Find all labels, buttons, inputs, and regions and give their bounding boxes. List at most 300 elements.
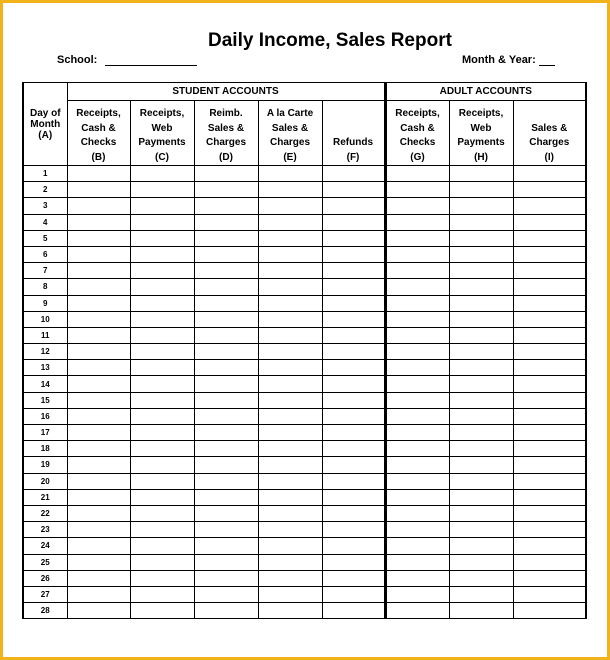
entry-cell[interactable] xyxy=(513,295,586,311)
entry-cell[interactable] xyxy=(258,295,322,311)
entry-cell[interactable] xyxy=(322,441,385,457)
entry-cell[interactable] xyxy=(385,263,449,279)
table-row xyxy=(23,570,586,586)
entry-cell[interactable] xyxy=(130,505,194,521)
entry-cell[interactable] xyxy=(449,344,513,360)
entry-cell[interactable] xyxy=(322,457,385,473)
column-header-line: (C) xyxy=(155,151,169,163)
column-header-line: (G) xyxy=(410,151,425,163)
column-header-line: (F) xyxy=(346,151,360,163)
entry-cell[interactable] xyxy=(322,376,385,392)
entry-cell[interactable] xyxy=(258,246,322,262)
entry-cell[interactable] xyxy=(258,603,322,619)
day-number: 8 xyxy=(23,279,67,295)
column-header-line: Receipts, xyxy=(139,108,185,119)
entry-cell[interactable] xyxy=(385,214,449,230)
table-row xyxy=(23,522,586,538)
entry-cell[interactable] xyxy=(385,473,449,489)
entry-cell[interactable] xyxy=(258,182,322,198)
entry-cell[interactable] xyxy=(258,554,322,570)
entry-cell[interactable] xyxy=(67,230,130,246)
entry-cell[interactable] xyxy=(130,554,194,570)
table-row xyxy=(23,311,586,327)
entry-cell[interactable] xyxy=(449,311,513,327)
entry-cell[interactable] xyxy=(130,457,194,473)
entry-cell[interactable] xyxy=(194,166,258,182)
entry-cell[interactable] xyxy=(130,344,194,360)
month-year-field xyxy=(462,54,555,66)
column-header-d xyxy=(194,101,258,166)
entry-cell[interactable] xyxy=(194,263,258,279)
entry-cell[interactable] xyxy=(67,182,130,198)
entry-cell[interactable] xyxy=(67,522,130,538)
column-header-g xyxy=(385,101,449,166)
entry-cell[interactable] xyxy=(67,392,130,408)
entry-cell[interactable] xyxy=(449,522,513,538)
entry-cell[interactable] xyxy=(322,246,385,262)
entry-cell[interactable] xyxy=(258,522,322,538)
entry-cell[interactable] xyxy=(449,166,513,182)
entry-cell[interactable] xyxy=(385,376,449,392)
entry-cell[interactable] xyxy=(67,408,130,424)
entry-cell[interactable] xyxy=(385,392,449,408)
entry-cell[interactable] xyxy=(194,473,258,489)
entry-cell[interactable] xyxy=(130,489,194,505)
table-row xyxy=(23,425,586,441)
table-row xyxy=(23,441,586,457)
entry-cell[interactable] xyxy=(385,198,449,214)
entry-cell[interactable] xyxy=(322,570,385,586)
column-header-f xyxy=(322,101,385,166)
column-header-line: A la Carte xyxy=(266,108,314,119)
day-number: 27 xyxy=(23,586,67,602)
day-number: 26 xyxy=(23,570,67,586)
entry-cell[interactable] xyxy=(130,538,194,554)
entry-cell[interactable] xyxy=(322,603,385,619)
entry-cell[interactable] xyxy=(449,603,513,619)
entry-cell[interactable] xyxy=(67,214,130,230)
entry-cell[interactable] xyxy=(385,408,449,424)
column-header-line: Receipts, xyxy=(76,108,121,119)
entry-cell[interactable] xyxy=(130,295,194,311)
entry-cell[interactable] xyxy=(385,554,449,570)
entry-cell[interactable] xyxy=(513,570,586,586)
entry-cell[interactable] xyxy=(322,311,385,327)
entry-cell[interactable] xyxy=(258,408,322,424)
entry-cell[interactable] xyxy=(67,457,130,473)
entry-cell[interactable] xyxy=(449,489,513,505)
entry-cell[interactable] xyxy=(322,489,385,505)
entry-cell[interactable] xyxy=(258,360,322,376)
entry-cell[interactable] xyxy=(513,489,586,505)
column-header-row xyxy=(23,101,586,166)
day-number: 24 xyxy=(23,538,67,554)
entry-cell[interactable] xyxy=(130,522,194,538)
entry-cell[interactable] xyxy=(513,554,586,570)
entry-cell[interactable] xyxy=(322,408,385,424)
entry-cell[interactable] xyxy=(385,586,449,602)
day-number: 21 xyxy=(23,489,67,505)
entry-cell[interactable] xyxy=(194,425,258,441)
column-header-line: (B) xyxy=(91,151,106,163)
entry-cell[interactable] xyxy=(449,457,513,473)
entry-cell[interactable] xyxy=(258,230,322,246)
entry-cell[interactable] xyxy=(449,586,513,602)
entry-cell[interactable] xyxy=(449,408,513,424)
entry-cell[interactable] xyxy=(67,263,130,279)
day-number: 15 xyxy=(23,392,67,408)
entry-cell[interactable] xyxy=(449,198,513,214)
table-row xyxy=(23,360,586,376)
table-row xyxy=(23,376,586,392)
entry-cell[interactable] xyxy=(130,166,194,182)
column-header-line: (H) xyxy=(474,151,488,163)
entry-cell[interactable] xyxy=(194,295,258,311)
entry-cell[interactable] xyxy=(258,570,322,586)
entry-cell[interactable] xyxy=(513,376,586,392)
entry-cell[interactable] xyxy=(130,376,194,392)
entry-cell[interactable] xyxy=(513,230,586,246)
entry-cell[interactable] xyxy=(449,505,513,521)
entry-cell[interactable] xyxy=(322,166,385,182)
entry-cell[interactable] xyxy=(130,327,194,343)
school-input-line[interactable] xyxy=(105,54,197,66)
entry-cell[interactable] xyxy=(385,360,449,376)
day-number: 20 xyxy=(23,473,67,489)
entry-cell[interactable] xyxy=(67,425,130,441)
table-row xyxy=(23,246,586,262)
entry-cell[interactable] xyxy=(385,295,449,311)
entry-cell[interactable] xyxy=(67,246,130,262)
day-number: 12 xyxy=(23,344,67,360)
column-header-line: Charges xyxy=(529,137,570,148)
entry-cell[interactable] xyxy=(513,311,586,327)
entry-cell[interactable] xyxy=(258,425,322,441)
entry-cell[interactable] xyxy=(130,441,194,457)
entry-cell[interactable] xyxy=(322,392,385,408)
entry-cell[interactable] xyxy=(322,360,385,376)
entry-cell[interactable] xyxy=(67,570,130,586)
table-row xyxy=(23,295,586,311)
entry-cell[interactable] xyxy=(258,392,322,408)
entry-cell[interactable] xyxy=(258,441,322,457)
entry-cell[interactable] xyxy=(513,344,586,360)
entry-cell[interactable] xyxy=(449,538,513,554)
entry-cell[interactable] xyxy=(449,295,513,311)
entry-cell[interactable] xyxy=(322,279,385,295)
column-header-line: Cash & xyxy=(400,122,435,134)
entry-cell[interactable] xyxy=(130,392,194,408)
entry-cell[interactable] xyxy=(513,408,586,424)
entry-cell[interactable] xyxy=(130,182,194,198)
entry-cell[interactable] xyxy=(449,554,513,570)
day-number: 18 xyxy=(23,441,67,457)
entry-cell[interactable] xyxy=(130,603,194,619)
entry-cell[interactable] xyxy=(130,360,194,376)
entry-cell[interactable] xyxy=(67,489,130,505)
entry-cell[interactable] xyxy=(322,214,385,230)
entry-cell[interactable] xyxy=(130,263,194,279)
entry-cell[interactable] xyxy=(449,392,513,408)
entry-cell[interactable] xyxy=(258,505,322,521)
entry-cell[interactable] xyxy=(385,522,449,538)
entry-cell[interactable] xyxy=(130,570,194,586)
entry-cell[interactable] xyxy=(194,279,258,295)
entry-cell[interactable] xyxy=(449,263,513,279)
column-header-line: (I) xyxy=(544,151,554,163)
table-row xyxy=(23,198,586,214)
entry-cell[interactable] xyxy=(449,376,513,392)
group-header-row xyxy=(23,83,586,101)
entry-cell[interactable] xyxy=(385,344,449,360)
day-number: 6 xyxy=(23,246,67,262)
entry-cell[interactable] xyxy=(513,603,586,619)
entry-cell[interactable] xyxy=(67,586,130,602)
column-header-line: Web xyxy=(470,122,492,134)
entry-cell[interactable] xyxy=(449,425,513,441)
entry-cell[interactable] xyxy=(67,505,130,521)
entry-cell[interactable] xyxy=(67,538,130,554)
entry-cell[interactable] xyxy=(449,279,513,295)
entry-cell[interactable] xyxy=(449,473,513,489)
column-header-line: Cash & xyxy=(81,122,116,134)
entry-cell[interactable] xyxy=(513,166,586,182)
entry-cell[interactable] xyxy=(130,246,194,262)
entry-cell[interactable] xyxy=(322,198,385,214)
entry-cell[interactable] xyxy=(67,344,130,360)
entry-cell[interactable] xyxy=(258,263,322,279)
entry-cell[interactable] xyxy=(322,522,385,538)
entry-cell[interactable] xyxy=(513,457,586,473)
entry-cell[interactable] xyxy=(130,473,194,489)
entry-cell[interactable] xyxy=(385,441,449,457)
entry-cell[interactable] xyxy=(513,327,586,343)
entry-cell[interactable] xyxy=(258,311,322,327)
day-number: 13 xyxy=(23,360,67,376)
entry-cell[interactable] xyxy=(513,441,586,457)
table-row xyxy=(23,166,586,182)
entry-cell[interactable] xyxy=(385,505,449,521)
entry-cell[interactable] xyxy=(322,473,385,489)
entry-cell[interactable] xyxy=(322,295,385,311)
entry-cell[interactable] xyxy=(67,295,130,311)
column-header-line: Web xyxy=(151,122,173,134)
entry-cell[interactable] xyxy=(67,360,130,376)
entry-cell[interactable] xyxy=(513,473,586,489)
entry-cell[interactable] xyxy=(67,473,130,489)
entry-cell[interactable] xyxy=(194,311,258,327)
entry-cell[interactable] xyxy=(67,327,130,343)
entry-cell[interactable] xyxy=(258,279,322,295)
entry-cell[interactable] xyxy=(258,473,322,489)
entry-cell[interactable] xyxy=(322,505,385,521)
entry-cell[interactable] xyxy=(67,441,130,457)
entry-cell[interactable] xyxy=(194,376,258,392)
entry-cell[interactable] xyxy=(385,489,449,505)
entry-cell[interactable] xyxy=(130,425,194,441)
school-label: School: xyxy=(57,54,98,66)
entry-cell[interactable] xyxy=(513,360,586,376)
entry-cell[interactable] xyxy=(194,603,258,619)
entry-cell[interactable] xyxy=(385,538,449,554)
entry-cell[interactable] xyxy=(130,408,194,424)
entry-cell[interactable] xyxy=(194,360,258,376)
entry-cell[interactable] xyxy=(322,344,385,360)
entry-cell[interactable] xyxy=(258,376,322,392)
day-number: 2 xyxy=(23,182,67,198)
entry-cell[interactable] xyxy=(322,425,385,441)
entry-cell[interactable] xyxy=(513,182,586,198)
entry-cell[interactable] xyxy=(194,246,258,262)
entry-cell[interactable] xyxy=(322,182,385,198)
entry-cell[interactable] xyxy=(385,457,449,473)
column-header-a xyxy=(23,83,67,166)
entry-cell[interactable] xyxy=(385,570,449,586)
entry-cell[interactable] xyxy=(67,198,130,214)
entry-cell[interactable] xyxy=(258,489,322,505)
entry-cell[interactable] xyxy=(67,166,130,182)
month-year-input-line[interactable] xyxy=(539,54,555,66)
column-header-line: Payments xyxy=(457,137,505,148)
entry-cell[interactable] xyxy=(130,230,194,246)
entry-cell[interactable] xyxy=(194,522,258,538)
day-number: 22 xyxy=(23,505,67,521)
table-row xyxy=(23,554,586,570)
entry-cell[interactable] xyxy=(322,327,385,343)
entry-cell[interactable] xyxy=(194,214,258,230)
entry-cell[interactable] xyxy=(513,586,586,602)
entry-cell[interactable] xyxy=(194,327,258,343)
table-row xyxy=(23,279,586,295)
day-number: 4 xyxy=(23,214,67,230)
entry-cell[interactable] xyxy=(130,198,194,214)
column-header-line: Charges xyxy=(205,137,246,148)
entry-cell[interactable] xyxy=(194,408,258,424)
entry-cell[interactable] xyxy=(322,554,385,570)
table-row xyxy=(23,538,586,554)
entry-cell[interactable] xyxy=(194,505,258,521)
entry-cell[interactable] xyxy=(449,182,513,198)
entry-cell[interactable] xyxy=(513,538,586,554)
entry-cell[interactable] xyxy=(513,392,586,408)
entry-cell[interactable] xyxy=(194,570,258,586)
entry-cell[interactable] xyxy=(194,441,258,457)
entry-cell[interactable] xyxy=(513,246,586,262)
entry-cell[interactable] xyxy=(258,327,322,343)
entry-cell[interactable] xyxy=(130,586,194,602)
day-number: 16 xyxy=(23,408,67,424)
entry-cell[interactable] xyxy=(385,230,449,246)
entry-cell[interactable] xyxy=(385,279,449,295)
entry-cell[interactable] xyxy=(130,279,194,295)
column-header-line: Charges xyxy=(269,137,310,148)
entry-cell[interactable] xyxy=(513,522,586,538)
entry-cell[interactable] xyxy=(449,214,513,230)
entry-cell[interactable] xyxy=(385,311,449,327)
column-header-line: Reimb. xyxy=(209,108,243,119)
entry-cell[interactable] xyxy=(385,425,449,441)
entry-cell[interactable] xyxy=(322,263,385,279)
entry-cell[interactable] xyxy=(322,586,385,602)
table-row xyxy=(23,489,586,505)
entry-cell[interactable] xyxy=(258,166,322,182)
table-row xyxy=(23,457,586,473)
entry-cell[interactable] xyxy=(513,425,586,441)
table-row xyxy=(23,214,586,230)
entry-cell[interactable] xyxy=(194,392,258,408)
day-number: 14 xyxy=(23,376,67,392)
entry-cell[interactable] xyxy=(258,344,322,360)
entry-cell[interactable] xyxy=(449,327,513,343)
report-table xyxy=(22,82,587,619)
entry-cell[interactable] xyxy=(258,538,322,554)
column-header-line: (A) xyxy=(38,129,53,141)
entry-cell[interactable] xyxy=(385,327,449,343)
entry-cell[interactable] xyxy=(322,538,385,554)
entry-cell[interactable] xyxy=(385,603,449,619)
table-row xyxy=(23,586,586,602)
entry-cell[interactable] xyxy=(385,246,449,262)
entry-cell[interactable] xyxy=(513,505,586,521)
entry-cell[interactable] xyxy=(67,279,130,295)
entry-cell[interactable] xyxy=(130,311,194,327)
entry-cell[interactable] xyxy=(449,230,513,246)
entry-cell[interactable] xyxy=(194,457,258,473)
entry-cell[interactable] xyxy=(385,166,449,182)
entry-cell[interactable] xyxy=(385,182,449,198)
entry-cell[interactable] xyxy=(258,214,322,230)
entry-cell[interactable] xyxy=(513,198,586,214)
report-body xyxy=(23,166,586,619)
entry-cell[interactable] xyxy=(258,198,322,214)
day-number: 5 xyxy=(23,230,67,246)
entry-cell[interactable] xyxy=(194,538,258,554)
entry-cell[interactable] xyxy=(194,489,258,505)
table-row xyxy=(23,505,586,521)
day-number: 23 xyxy=(23,522,67,538)
column-header-line: Day of xyxy=(29,107,61,119)
table-row xyxy=(23,182,586,198)
entry-cell[interactable] xyxy=(322,230,385,246)
column-header-line: Sales & xyxy=(271,122,309,134)
entry-cell[interactable] xyxy=(67,554,130,570)
day-number: 1 xyxy=(23,166,67,182)
entry-cell[interactable] xyxy=(258,457,322,473)
entry-cell[interactable] xyxy=(194,230,258,246)
entry-cell[interactable] xyxy=(449,360,513,376)
entry-cell[interactable] xyxy=(449,246,513,262)
entry-cell[interactable] xyxy=(513,263,586,279)
entry-cell[interactable] xyxy=(194,586,258,602)
entry-cell[interactable] xyxy=(258,586,322,602)
entry-cell[interactable] xyxy=(67,376,130,392)
entry-cell[interactable] xyxy=(449,441,513,457)
entry-cell[interactable] xyxy=(194,198,258,214)
entry-cell[interactable] xyxy=(194,344,258,360)
entry-cell[interactable] xyxy=(513,214,586,230)
entry-cell[interactable] xyxy=(67,603,130,619)
entry-cell[interactable] xyxy=(67,311,130,327)
entry-cell[interactable] xyxy=(513,279,586,295)
table-row xyxy=(23,603,586,619)
entry-cell[interactable] xyxy=(194,182,258,198)
entry-cell[interactable] xyxy=(194,554,258,570)
day-number: 28 xyxy=(23,603,67,619)
column-header-line: Sales & xyxy=(531,122,568,134)
entry-cell[interactable] xyxy=(130,214,194,230)
column-header-line: (E) xyxy=(283,151,297,163)
entry-cell[interactable] xyxy=(449,570,513,586)
